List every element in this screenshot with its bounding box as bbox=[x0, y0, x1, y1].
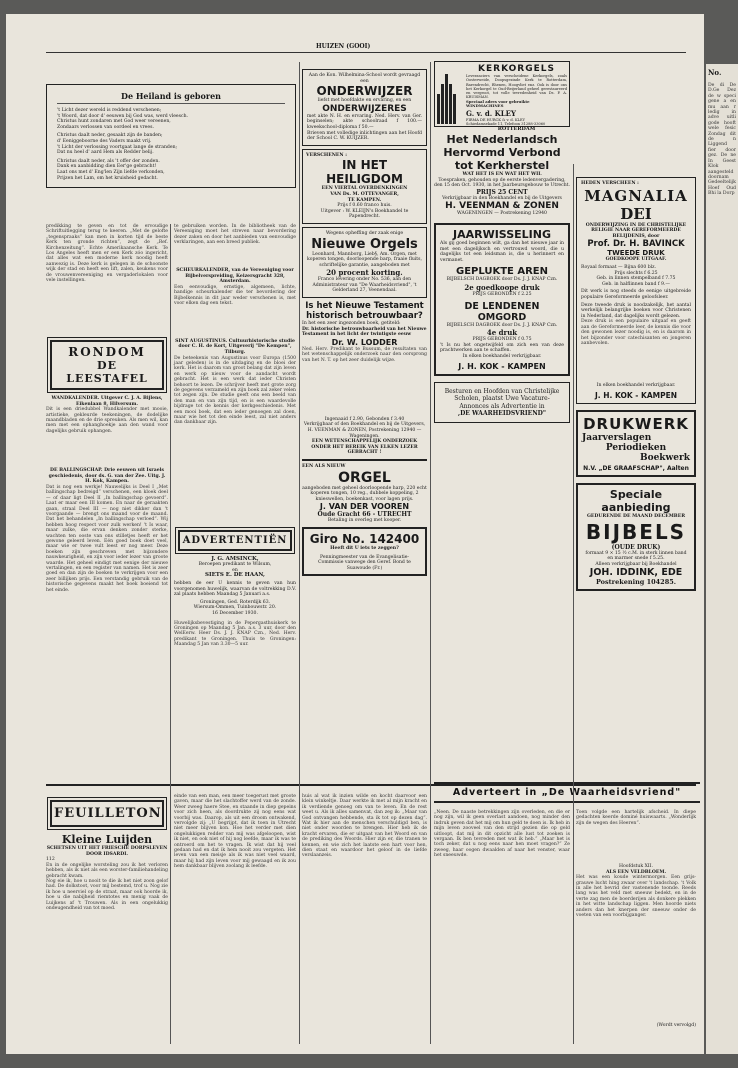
jaarwisseling-text: Als gij goed beginnen wilt, ga dan het nieuwe jaar in met een dagelijksch en vertrouwd woord, die u dagelijks tot een leidsman is, die u herinnert en vermanet. bbox=[440, 240, 564, 263]
column-d bbox=[434, 58, 570, 784]
drukwerk-firm: N.V. „DE GRAAFSCHAP", Aalten bbox=[583, 464, 689, 472]
column-rule bbox=[170, 224, 171, 1044]
magnalia-price: Geb. in halflinnen band f 9.— bbox=[601, 281, 671, 287]
page-header bbox=[46, 43, 686, 53]
body-text: De di De D.Ge Dez de w speci gene a en mu aan r ledig in adve uitli gode hooft wele fesic Zondag dit de n Liggend fier door gez. De ne In Geest Klok aangesteld doornam Gedeeltelijk Hoef Oud Bhi la Dorp bbox=[708, 83, 736, 197]
body-text: einde van een man, een meer toegerust met groote gaven, maar die het slachtoffer werd van de zonde. Weer zweeg haere Stee, en staande in diep gepeins voor zich heen, als doordrukte zij nog eens wat voorbij was. Daarop, als uit een droom ontwakend, vervolgde zij: „U begrijpt, dat ik toen in Utrecht niet meer blijven kon. Hoe het verder met dien ongelukkigen redder van mij was afgeloopen, wist ik niet, en ook niet of hij nog leefde, maar ik was te ontroerd om het te vragen. Ik wist dat hij veel gedaan had en dat ik hem nooit zou vergeten. Het leven van een meisje als ik was niet veel waard, maar hij had zijn leven voor mij gewaagd en ik zou hem dankbaar blijven zoolang ik leefde. bbox=[174, 794, 296, 870]
column-rule bbox=[299, 62, 300, 1044]
body-text: Deze druk is een populaire uitgaaf en geeft aan de Gereformeerde leer, de kennis die voor den gewonen lezer noodig is, en is daarom in het bijzonder voor catechisanten en jongeren aanbevolen. bbox=[581, 319, 691, 346]
advertise-banner-text: Adverteert in „De Waarheidsvriend" bbox=[452, 787, 682, 798]
drukwerk-line: Boekwerk bbox=[639, 452, 690, 463]
poem-line: Dat nu heel d' aard Hem als Redder belij. bbox=[57, 150, 154, 156]
body-text: Dit is een driedubbel Wandkalender met mooie, artistieke, gekleurde teekeningen, de dodelijke maandbladen en de drie spreuken. Als men wil, kan men met een ophanghoekje aan den wand voor dagelijks gebruik ophangen. bbox=[46, 407, 168, 434]
column-a bbox=[46, 224, 168, 784]
kerkorgels-city: ROTTERDAM bbox=[497, 125, 536, 132]
poem-line: Zondaars verlossen van oordeel en vrees. bbox=[57, 124, 154, 130]
body-text: Een eenvoudige, ernstige, algemeen, lichte, handige scheurkalender die ter bevordering der Bijbelkennis in dit jaar weder verschenen is, met voor elken dag een tekst. bbox=[174, 284, 296, 306]
story-sub: SCHETSEN UIT HET FRIESCHE DORPSLEVEN DOOR IDSARDI. bbox=[46, 846, 168, 857]
jaarwisseling-pub: J. H. KOK - KAMPEN bbox=[458, 361, 546, 371]
orgels-title: Nieuwe Orgels bbox=[311, 236, 418, 252]
body-text: De beteekenis van Augustinus voor Europa (1500 jaar geleden) is in de uitdaging en de bloei der kerk. Het is daarom van groot belang dat zijn leven en werk op nieuw voor de aandacht wordt gebracht. Het is een werk dat ieder Christen behoort te lezen. De schrijver heeft met grote zorg de gegevens verzameld en zijn boek zal zeker velen tot zegen zijn. De studie geeft ons een beeld van den man en van zijn tijd, en is een waardevolle bijdrage tot de kennis der kerkgeschiedenis. Met een mooi boek, dat een ieder genoegen zal doen, maar wie het tot den einde leest, zal niet anders dan dankbaar zijn. bbox=[174, 355, 296, 426]
bijbels-sub: GEDURENDE DE MAAND DECEMBER bbox=[586, 513, 686, 519]
bijbels-text: formaat 9 × 15 ½ c.M. in sterk linnen band en marmer snede f 5.25. bbox=[585, 550, 687, 562]
rondom-banner bbox=[50, 340, 164, 390]
drukwerk-line: Jaarverslagen bbox=[582, 432, 652, 443]
verbond-title: Het Nederlandsch bbox=[446, 133, 558, 146]
vacature-title2: ONDERWIJZERES bbox=[322, 103, 407, 114]
rondom-item-head: DE BALLINGSCHAP. Drie eeuwen uit Israels geschiedenis, door ds. G. van der Zee. Uitg. J. H. Kok, Kampen. bbox=[48, 468, 166, 485]
giro-title: Giro No. 142400 bbox=[309, 531, 420, 546]
rondom-item-head: WANDKALENDER. Uitgever C. J. A. Bijlens, Eikenlaan 8, Hilversum. bbox=[51, 396, 163, 407]
body-text: Toen volgde een hartelijk afscheid. In diepe gedachten keerde dominé huiswaarts. „Wonderlijk zijn de wegen des Heeren“. bbox=[576, 810, 696, 826]
giro-text: Penningmeester van de Evangelisatie-Commissie vanwege den Geref. Bond te Suawoude (Fr.) bbox=[318, 554, 411, 571]
orgel-addr: Oude Gracht 66 - UTRECHT bbox=[317, 511, 412, 519]
orgel-firm: J. VAN DER VOOREN bbox=[319, 502, 410, 512]
testament-quote: Dr. historische betrouwbaarheid van het Nieuwe Testament in het licht der twintigste eeuw bbox=[302, 326, 427, 338]
poem-line: Christus daalt neder, als 't offer der zonden. bbox=[57, 158, 160, 164]
orgel-note: Betaling in overleg met kooper. bbox=[327, 518, 402, 524]
column-left-top bbox=[46, 62, 296, 191]
body-text: Nog eie ik, hoe u nooit te die ik het niet zoon gelof had. De dolkstoot, voor mij bestemd, trof u. Nog zie ik hoe u neerviel op de straat, maar ook hoorde ik, hoe u die nabijheid riemtotes en menig vaak de Luijkens af 't Trouwen. Als in een ongelukkig ondeugendheid van tot moed. bbox=[46, 879, 168, 912]
book-title: DE LENDENEN OMGORD bbox=[464, 300, 540, 323]
testament-title: Is het Nieuwe Testament historisch betrouwbaar? bbox=[305, 301, 424, 322]
chapter-heading: Hoofdstuk XII. bbox=[619, 864, 653, 869]
jaarwisseling-text2: 't Is nu het ongetwijfeld om zich een van deze prachtwerken aan te schaffen. bbox=[440, 342, 564, 354]
feuilleton-column bbox=[46, 794, 168, 1044]
book-price: PRIJS GEBONDEN f 0.75 bbox=[472, 337, 532, 343]
orgels-ad bbox=[302, 227, 427, 298]
vacature-title: ONDERWIJZER bbox=[316, 84, 413, 99]
magnalia-price: Prijs slechts f 6.25 bbox=[614, 270, 658, 276]
poem-line: Prijzen het Lam, om het kruisheid gedacht. bbox=[57, 175, 158, 181]
column-rule bbox=[430, 62, 431, 1044]
orgel-pre: EEN ALS NIEUW bbox=[302, 464, 346, 469]
announce-name: J. G. AMSINCK, bbox=[211, 555, 259, 562]
magnalia-sub: ONDERWIJZING IN DE CHRISTELIJKE RELIGIE NAAR GEREFORMEERDE BELIJDENIS, door bbox=[585, 222, 687, 239]
testament-sub: In het een zeer ingezonden boek, getiteld: bbox=[302, 321, 401, 327]
vacature-text: liefst met hoofdakte en ervaring, en een bbox=[317, 98, 412, 104]
story-title: Kleine Luijden bbox=[61, 833, 153, 846]
poem-stanza bbox=[57, 159, 285, 181]
vacature-text2: met akte N. H. en ervaring. Ned. Herv. van Ger. beginselen; akte schoolraad f 100.— kweekschool-diploma f 50.— bbox=[307, 113, 422, 130]
verbond-sub: WAT HET IS EN WAT HET WIL bbox=[462, 172, 542, 177]
advertentien-title: ADVERTENTIËN bbox=[182, 534, 288, 546]
magnalia-text: Dit werk is nog steeds de eenige uitgebreide populaire Gereformeerde geloofsleer. bbox=[581, 289, 691, 300]
to-be-continued: (Wordt vervolgd) bbox=[656, 1023, 696, 1029]
rondom-item-head: SCHEURKALENDER, van de Vereeniging voor Bijbelverspreiding, Keizersgracht 328, Amsterdam. bbox=[176, 268, 294, 285]
column-c bbox=[302, 66, 427, 784]
magnalia-pub: J. H. KOK - KAMPEN bbox=[595, 390, 677, 400]
body-text: huis al wat ik inzien wilde en kocht daarvoor een klein winkeltje. Daar werkte ik met al mijn kracht en ik verdiende genoeg om van te leven. En de rest weet u. Als ik alles samenvat, dan zeg ik: „Maar van God ontvangen hebbende, sta ik tot op dezen dag“. Wat ik hier aan de menschen verschuldigd ben, is niet onder woorden te brengen. Hier heb ik de kracht ervaren, die er uitgaat van het Woord en van de prediking des Woords. Hier zijn er, die tranen te kennen, en wie zich het laatste een hart voor hen, dien staat en waardoor het geloof in de liefde verslaanzeis. bbox=[302, 794, 427, 859]
newspaper-page bbox=[6, 14, 704, 1054]
testament-pub: Verkrijgbaar of den Boekhandel en bij de Uitgevers, H. VEENMAN & ZONEN, Postrekening 12940 — Wageningen. bbox=[303, 422, 426, 439]
verbond-title: Hervormd Verbond bbox=[443, 146, 561, 159]
announce-line: Beroepen predikant te Wilsum, bbox=[198, 562, 272, 568]
testament-tag: EEN WETENSCHAPPELIJK ONDERZOEK ONDER HET BEREIK VAN ELKEN LEZER GEBRACHT ! bbox=[311, 439, 418, 456]
body-text: Huwelijksbevestiging in de Pepergasthuiskerk te Groningen op Maandag 5 Jan. a.s. 3 uur, door den WelEerw. Heer Ds. J. J. KNAP Czn., Ned. Herv. predikant te Groningen. Thuis te Groningen: Maandag 5 Jan van 3.30—5 uur. bbox=[174, 620, 296, 648]
feuilleton-banner bbox=[50, 800, 164, 827]
jaarwisseling-text3: In elken boekhandel verkrijgbaar. bbox=[462, 353, 542, 359]
announce-line: hebben de eer U kennis te geven van hun voorgenomen huwelijk, waarvan de voltrekking D.V. zal plaats hebben Maandag 5 Januari a.s. bbox=[174, 580, 296, 598]
orgels-text: Leonhard, Mannborg, Lieb§, Am. Orgen, met koperen tongen, doorloopende barp, fraaie fluits, schriftelijke garantie, aangeboden met bbox=[307, 251, 422, 268]
magnalia-price: Geb. in linnen stempelband f 7.75 bbox=[596, 276, 676, 282]
magnalia-title2: DEI bbox=[620, 204, 652, 223]
poem-line: 't Licht der verlossing voortgaat lange de stranden; bbox=[57, 144, 178, 150]
bijbels-text2: Alleen verkrijgbaar bij Boekhandel bbox=[595, 561, 677, 567]
besturen-paper: ,DE WAARHEIDSVRIEND" bbox=[457, 410, 547, 417]
poem-line: Christus hunt zondaren met God weer vereenen, bbox=[57, 119, 171, 125]
vacature-text3: Brieven met volledige inlichtingen aan het Hoofd der School C. W. KUIJZER. bbox=[307, 130, 422, 142]
besturen-ad bbox=[434, 382, 570, 424]
book-title: GEPLUKTE AREN bbox=[455, 266, 549, 278]
vacature-intro: Aan de Kon. Wilhelmina-School wordt gevraagd een bbox=[308, 73, 421, 84]
magnalia-text2: Deze tweede druk is noodzakelijk, het aantal werkelijk belangrijke boeken voor Christenen in Nederland, dat dagelijks wordt gelezen. bbox=[581, 302, 691, 319]
poem-stanza bbox=[57, 133, 285, 155]
column-e bbox=[576, 174, 696, 784]
announce-line: Groningen, Ged. Roterdijk 63. bbox=[199, 599, 271, 605]
organ-pipes-icon bbox=[437, 64, 463, 124]
verbond-price: PRIJS 25 CENT bbox=[476, 188, 528, 196]
testament-body: Ned. Herv. Predikant te Bussum, de resultaten van het wetenschappelijk onderzoek naar den oorsprong van het N. T. op het zeer duidelijk wijze. bbox=[302, 346, 427, 363]
bijbels-sub2: (OUDE DRUK) bbox=[611, 543, 661, 551]
kerkorgels-ad bbox=[434, 61, 570, 132]
feuilleton-title: FEUILLETON bbox=[54, 806, 162, 821]
rondom-banner-line2: DE LEESTAFEL bbox=[66, 359, 148, 385]
magnalia-pre: HEDEN VERSCHEEN : bbox=[581, 181, 639, 186]
advertentien-banner bbox=[178, 530, 292, 551]
body-text: Het was een koude wintermorgen. Een grijs-grauwe lucht hing zwaar over 't landschap. 't Volk in alle het bevrid der vastenende toonde. Reeds lang was het veld met sneeuw bedekt, en in de verte zag men de boerderijen als donkere plekken in het witte landschap liggen. Men hoorde niets anders dan het knerpen der sneeuw onder de voeten van een voorbijganger. bbox=[576, 875, 696, 919]
verbond-ad bbox=[434, 133, 570, 217]
story-col-2 bbox=[174, 794, 296, 1044]
heiligdom-publisher: Uitgever : W. KLEIJN's Boekhandel te Papendrecht. bbox=[320, 208, 409, 220]
rondom-banner-line1: RONDOM bbox=[68, 345, 146, 359]
kerkorgels-firm: G. v. d. KLEY bbox=[466, 108, 516, 118]
announce-name: SIETS E. DE HAAN, bbox=[205, 572, 265, 579]
body-text: te gebruiken worden. In de bibliotheek van de Vereeniging moet het streven naar bevordering dezer zaken en door het aanbieden van eenvoudige verklaringen, aan een breed publiek. bbox=[174, 224, 296, 246]
jaarwisseling-ad bbox=[434, 223, 570, 376]
orgel-ad bbox=[302, 464, 427, 524]
bijbels-title: Speciale aanbieding bbox=[601, 487, 671, 514]
testament-price: Ingenaaid f 2.90, Gebonden f 3.40 bbox=[324, 416, 405, 422]
magnalia-ad bbox=[576, 177, 696, 404]
drukwerk-line: Periodieken bbox=[605, 442, 667, 453]
magnalia-title: MAGNALIA bbox=[584, 186, 688, 205]
body-text: predikking te geven en tot de ervoudige Schriftuitlegging terug te keeren. „Met de gelofte „tegenspraaks“ kan men in korten tijd de beste Kerk ten gronde richten“, zegt de „Ref. Kirchenzeitung“. Echte Amerikaansche Kerk. Te Los Angeles heeft men er een Kerk zóo ingericht, dat alles wat een moderne kerk noodig heeft aanwezig is. Deze kerk is gelegen in de schoonste wijk der stad en heeft een lift, zalen, keukens voor de vrouwenvereeniging en vergaderlokalen voor vele instellingen. bbox=[46, 224, 168, 284]
verbond-pub: Verkrijgbaar in den Boekhandel en bij de Uitgevers bbox=[442, 195, 562, 201]
magnalia-format: Royaal formaat — Bijna 600 blz. bbox=[581, 264, 657, 270]
verbond-addr: WAGENINGEN — Postrekening 12940 bbox=[457, 211, 547, 217]
announce-line: Wiersum-Ommen, Tuinbouwstr. 20. bbox=[193, 605, 277, 611]
poem-line: 't Woord, dat door d' eeuwen bij God was, werd vleesch. bbox=[57, 113, 188, 119]
kerkorgels-addr: Schiedamsekade 11, Telefoon 31288-33060 bbox=[466, 121, 546, 126]
orgels-pre: Wegens opheffing der zaak enige bbox=[325, 230, 404, 236]
kerkorgels-title: KERKORGELS bbox=[478, 64, 555, 74]
poem-line: Christus daalt neder, gesaakt zijn de banden; bbox=[57, 133, 163, 139]
bijbels-giro: Postrekening 104285. bbox=[595, 578, 677, 587]
heiligdom-sub: EEN VIERTAL OVERDENKINGEN bbox=[321, 186, 408, 192]
testament-ad bbox=[302, 301, 427, 456]
kerkorgels-text: Leveranciers van verscheidene Kerkorgels, zoals Oosterweide, Doopsgezinde Kerk te Rotterdam, Barendrecht, Rhenen, Hoogvliet enz. Ook is door ons het Kerkorgel te Oud-Beijerland geheel gerestaureerd en vergroot, tot volle tevredenheid van Ds. P. A. KRUISMAN. bbox=[466, 74, 567, 100]
column-rule bbox=[573, 164, 574, 1044]
magnalia-text3: In elken boekhandel verkrijgbaar. bbox=[596, 383, 676, 389]
orgel-title: ORGEL bbox=[338, 469, 391, 486]
story-intro: En in de ongelijke worsteling zou ik het verloren hebben, als ik niet als een worster-familiehandeling gebracht kwam. bbox=[46, 862, 168, 879]
heiligdom-ad bbox=[302, 149, 427, 224]
book-price: PRIJS GEBONDEN f 2.25 bbox=[472, 291, 532, 297]
orgels-addr: Franco levering onder No. 536, aan den Administrateur van "De Waarheidsvriend", 't Gelderland 27, Veenendaal. bbox=[312, 277, 417, 294]
wedding-announcement bbox=[174, 557, 296, 617]
book-edition: 2e goedkoope druk bbox=[464, 282, 540, 292]
poem-line: Laat ons met d' Eng'len Zijn liefde verkonden, bbox=[57, 169, 165, 175]
bijbels-ad bbox=[576, 483, 696, 591]
column-b bbox=[174, 224, 296, 784]
book-sub: BIJBELSCH DAGBOEK door Ds. J. J. KNAP Czn. bbox=[446, 322, 558, 328]
verbond-title: tot Kerkherstel bbox=[454, 159, 550, 172]
testament-author: Dr. W. LODDER bbox=[331, 337, 398, 347]
magnalia-author: Prof. Dr. H. BAVINCK bbox=[587, 239, 685, 250]
story-col-5 bbox=[576, 794, 696, 1044]
poem-box bbox=[46, 84, 296, 188]
vacature-ad bbox=[302, 69, 427, 146]
orgels-discount: 20 procent korting. bbox=[326, 268, 403, 278]
body-text: Dat is nog een werkje! Nauwelijks is Deel I „Met ballingschap bedreigd“ verschenen, een kloek deel — of daar ligt Deel II „In ballingschap gevoerd“. Laat er maar een III komen. En naar de geraakten gaan, straal Deel III — nog niet dikker dan 't voorgaande — brengt ons maand voor de maand. Dat het behandelen „In ballingschap verloed“. Wij hebben hoog respect voor zulk werken! 't Is waar, maar zulke, die ervan denken zonder sterke, wachten ten ooste van ons stilletjes heeft er het gewone geleerd leven. Eén goed boek doet veel, maar wie er twee vult leest er nog meer. Deze boeken zijn geschreven met bijzondere nauwkeurigheid, en zijn voor ieder lezer van groote waarde. Het geheel eindigt met eenige der nieuwe vertalingen, en een register van namen. Het is zeer goed en dan zijn de boeken te verkrijgen voor een zeer billijken prijs. Een verstandig gebruik van de historische gegevens maakt het boek boeiend tot het einde. bbox=[46, 484, 168, 593]
kerkorgels-line2: Speciaal adres voor gebruikte WINDMACHINES bbox=[466, 98, 530, 109]
next-page-number: No. bbox=[708, 68, 722, 77]
orgel-text: aangeboden met geheel doorloopende harp, 220 echt koperen tongen, 10 reg., dubbele koppeling, 2 knieswellen, boekenkast, voor lagen prijs. bbox=[302, 485, 427, 502]
announce-line: 16 December 1930. bbox=[212, 610, 258, 616]
book-edition: 4e druk bbox=[486, 328, 518, 338]
poem-line: 't Licht dezer wereld is reddend verschenen; bbox=[57, 108, 162, 113]
bijbels-title2: BIJBELS bbox=[585, 519, 687, 544]
jaarwisseling-title: JAARWISSELING bbox=[452, 227, 552, 241]
heiligdom-sub: VAN Ds. M. OTTEVANGER, bbox=[330, 191, 399, 197]
poem-line: d' Eeniggeboorne des Vaders maakt vrij. bbox=[57, 138, 152, 144]
poem-stanza bbox=[57, 108, 285, 130]
header-location: HUIZEN (GOOI) bbox=[316, 43, 371, 50]
body-text: „Neen. De naaste betrekkingen zijn overleden, en die er nog zijn, wil ik geen overlast aandoen, nog minder den indruk geven dat het mij om hun geld te doen is. Ik heb in mijn leven zooveel van den strijd gezien die op geld uitloopt, dat mij in dit opzicht alle lust tot zoeken is vergaan. Ik ben tevreden met wat ik heb.“ „Maar het is toch zeker, dat u nog eens naar hen moet vragen?“ Ze zweeg, haar oogen dwaalden af naar het venster, waar het sneeuwde. bbox=[434, 810, 570, 859]
giro-sub: Heeft dit U iets te zeggen? bbox=[330, 545, 399, 551]
heiligdom-price: Prijs f 0.60 franco huis. bbox=[337, 203, 392, 209]
poem-line: Dank en aanbidding dien Eer'ge gebracht! bbox=[57, 164, 157, 170]
drukwerk-title: DRUKWERK bbox=[583, 414, 689, 433]
heiligdom-title: IN HET HEILIGDOM bbox=[326, 158, 403, 187]
story-number: 112 bbox=[46, 857, 55, 863]
drukwerk-ad bbox=[576, 410, 696, 477]
besturen-text: Besturen en Hoofden van Christelijke Scholen, plaatst Uwe Vacature-Annonces als Advertentie in bbox=[444, 387, 560, 410]
bijbels-firm: JOH. IDDINK, EDE bbox=[589, 567, 683, 579]
poem-title: De Heiland is geboren bbox=[57, 91, 285, 104]
story-col-3 bbox=[302, 794, 427, 1044]
giro-ad bbox=[302, 527, 427, 576]
verbond-firm: H. VEENMAN & ZONEN bbox=[445, 201, 559, 212]
rondom-item-head: SINT AUGUSTINUS. Cultuurhistorische studie door C. H. de Kort, Uitgeverij "De Kempen", Tilburg. bbox=[175, 338, 295, 355]
announce-line: en bbox=[232, 567, 238, 573]
heiligdom-sub: TE KAMPEN. bbox=[347, 197, 382, 203]
chapter-subhead: ALS EEN VELDBLOEM. bbox=[605, 869, 667, 875]
heiligdom-pre: VERSCHENEN : bbox=[306, 152, 347, 158]
magnalia-edition2: GOEDKOOPE UITGAAF. bbox=[605, 257, 667, 263]
next-page-edge bbox=[706, 64, 738, 1054]
book-sub: BIJBELSCH DAGBOEK door Ds. J. J. KNAP Czn. bbox=[446, 277, 558, 283]
kerkorgels-firm-sub: FIRMA DE HURCK & v. d. KLEY bbox=[466, 117, 526, 122]
verbond-text: Toespraken, gehouden op de eerste ledenvergadering, den 15 den Oct. 1930, in het Jaarbeursgebouw te Utrecht. bbox=[434, 177, 570, 189]
magnalia-edition: TWEEDE DRUK bbox=[607, 249, 665, 258]
